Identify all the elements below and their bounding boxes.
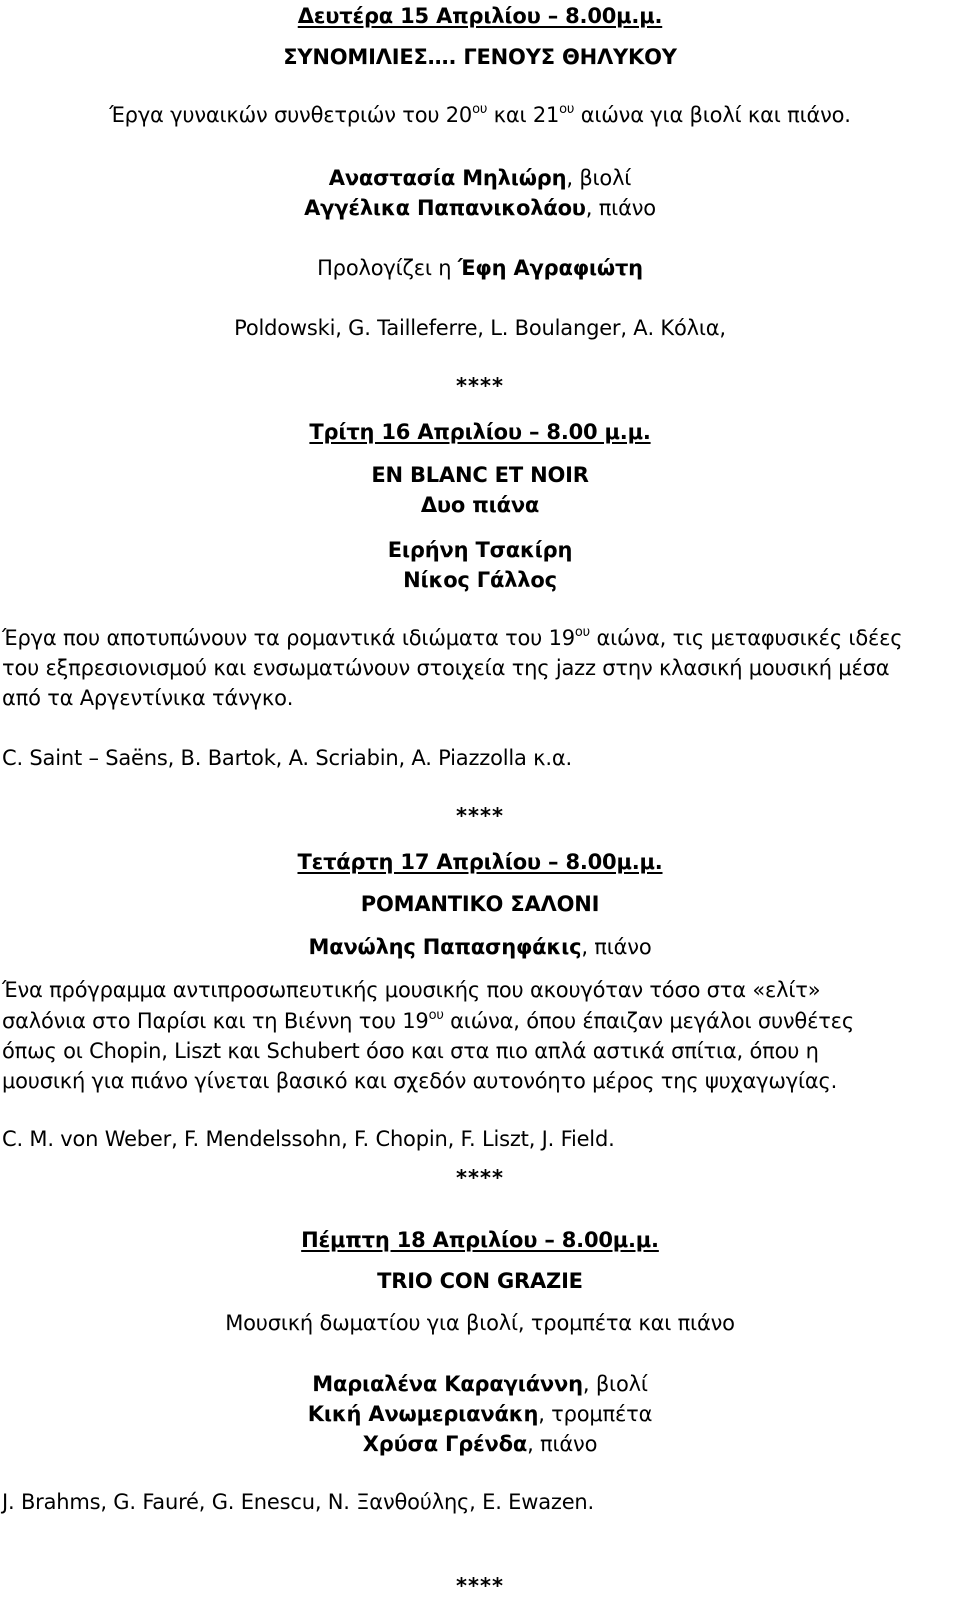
event2-description-line2: του εξπρεσιονισμού και ενσωματώνουν στοιχεία της jazz στην κλασική μουσική μέσα xyxy=(2,656,890,680)
event4-performer-3: Χρύσα Γρένδα, πιάνο xyxy=(362,1432,598,1456)
event2-performer-2: Νίκος Γάλλος xyxy=(403,568,557,592)
separator: **** xyxy=(456,1166,504,1190)
event4-subtitle: Μουσική δωματίου για βιολί, τρομπέτα και πιάνο xyxy=(225,1311,735,1335)
event3-performer: Μανώλης Παπασηφάκις, πιάνο xyxy=(308,935,652,959)
event3-description-line4: μουσική για πιάνο γίνεται βασικό και σχεδόν αυτονόητο μέρος της ψυχαγωγίας. xyxy=(2,1069,838,1093)
event1-performer-1: Αναστασία Μηλιώρη, βιολί xyxy=(328,166,632,190)
separator: **** xyxy=(456,804,504,828)
event2-title: EN BLANC ET NOIR xyxy=(371,463,589,487)
event2-date: Τρίτη 16 Απριλίου – 8.00 μ.μ. xyxy=(309,420,651,444)
event4-performer-2: Κική Ανωμεριανάκη, τρομπέτα xyxy=(307,1402,653,1426)
event3-description-line3: όπως οι Chopin, Liszt και Schubert όσο και στα πιο απλά αστικά σπίτια, όπου η xyxy=(2,1039,819,1063)
event1-date: Δευτέρα 15 Απριλίου – 8.00μ.μ. xyxy=(297,4,663,28)
event3-title: ΡΟΜΑΝΤΙΚΟ ΣΑΛΟΝΙ xyxy=(360,892,600,916)
event2-description-line1: Έργα που αποτυπώνουν τα ρομαντικά ιδιώματα του $19^{o\upsilon}$ αιώνα, τις μεταφυσικές ιδέες xyxy=(2,625,903,650)
event1-intro: Προλογίζει η Έφη Αγραφιώτη xyxy=(317,256,643,280)
event3-description-line2: σαλόνια στο Παρίσι και τη Βιέννη του $19^{o\upsilon}$ αιώνα, όπου έπαιζαν μεγάλοι συνθέτες xyxy=(2,1008,854,1033)
event3-description-line1: Ένα πρόγραμμα αντιπροσωπευτικής μουσικής που ακουγόταν τόσο στα «ελίτ» xyxy=(2,978,821,1002)
event2-composers: C. Saint – Saëns, B. Bartok, A. Scriabin, A. Piazzolla κ.α. xyxy=(2,746,572,770)
event2-performer-1: Ειρήνη Τσακίρη xyxy=(387,538,573,562)
event1-description: Έργα γυναικών συνθετριών του $20^{o\upsilon}$ και $21^{o\upsilon}$ αιώνα για βιολί και πιάνο. xyxy=(109,102,851,127)
event1-composers: Poldowski, G. Tailleferre, L. Boulanger, Α. Κόλια, xyxy=(234,316,726,340)
event2-description-line3: από τα Αργεντίνικα τάνγκο. xyxy=(2,686,294,710)
event4-title: TRIO CON GRAZIE xyxy=(377,1269,583,1293)
event1-title: ΣΥΝΟΜΙΛΙΕΣ…. ΓΕΝΟΥΣ ΘΗΛΥΚΟΥ xyxy=(283,45,677,69)
separator: **** xyxy=(456,374,504,398)
event4-composers: J. Brahms, G. Fauré, G. Enescu, N. Ξανθούλης, E. Ewazen. xyxy=(2,1490,594,1514)
separator: **** xyxy=(456,1574,504,1598)
event2-subtitle: Δυο πιάνα xyxy=(420,493,540,517)
event1-performer-2: Αγγέλικα Παπανικολάου, πιάνο xyxy=(304,196,656,220)
event4-performer-1: Μαριαλένα Καραγιάννη, βιολί xyxy=(312,1372,648,1396)
event4-date: Πέμπτη 18 Απριλίου – 8.00μ.μ. xyxy=(301,1228,659,1252)
event3-composers: C. M. von Weber, F. Mendelssohn, F. Chopin, F. Liszt, J. Field. xyxy=(2,1127,615,1151)
event3-date: Τετάρτη 17 Απριλίου – 8.00μ.μ. xyxy=(297,850,663,874)
